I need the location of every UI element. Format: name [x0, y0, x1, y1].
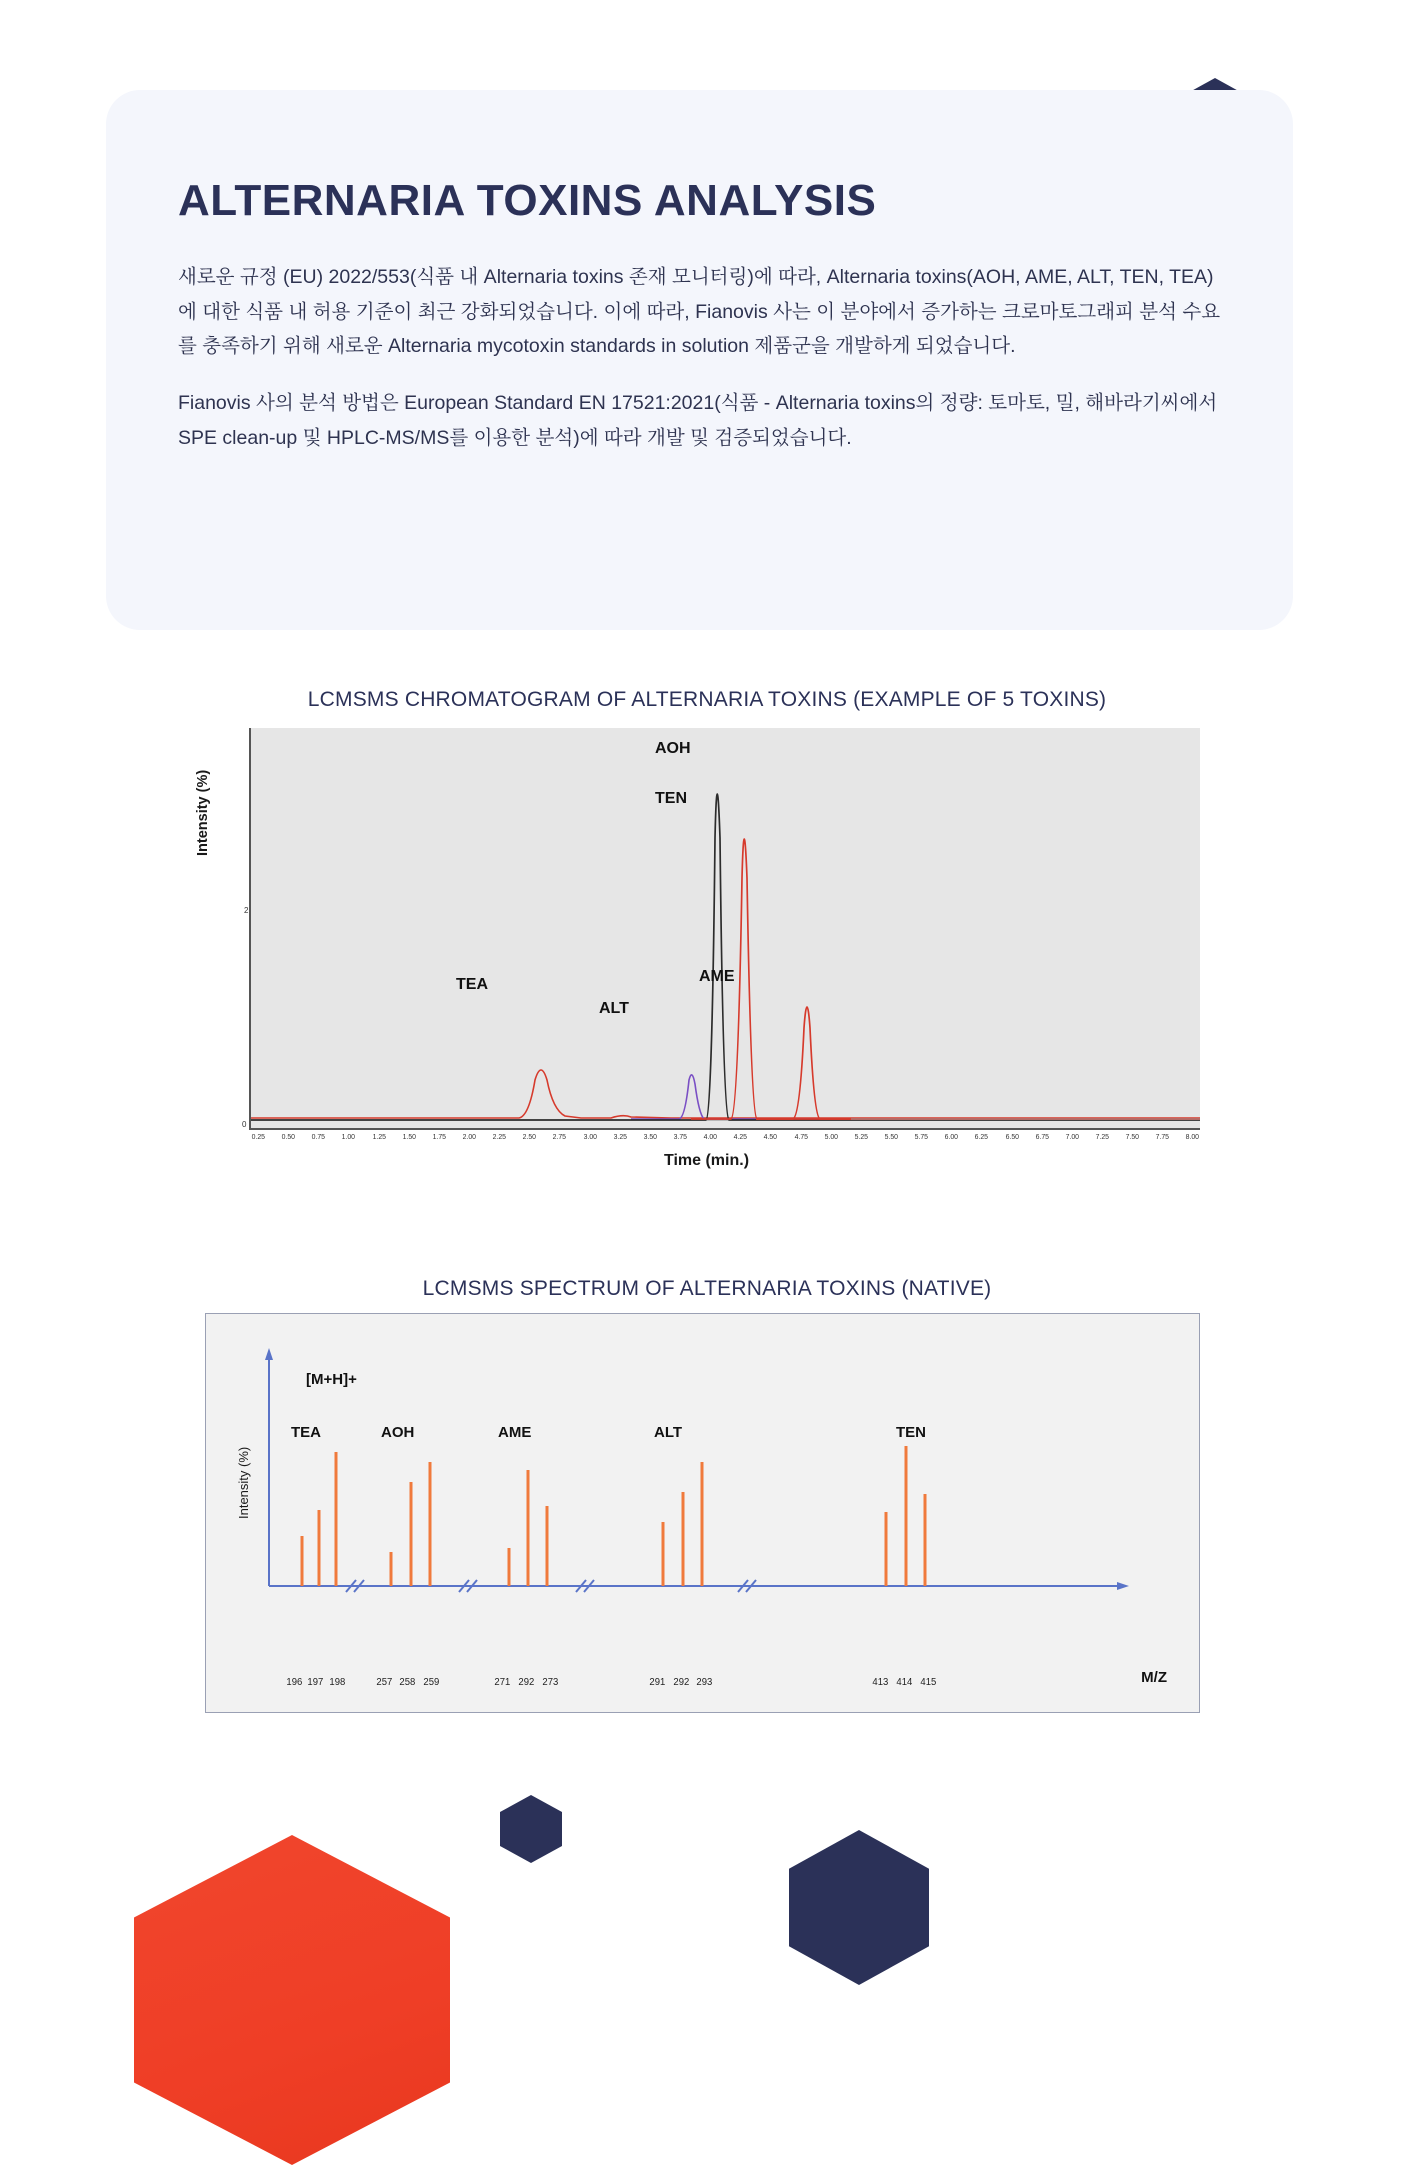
- x-tick: 1.75: [432, 1132, 446, 1141]
- spectrum-y-axis-label: Intensity (%): [236, 1446, 251, 1519]
- spectrum-x-axis-label: M/Z: [1141, 1669, 1167, 1686]
- x-tick: 5.25: [854, 1132, 868, 1141]
- spectrum-mz-tick: 273: [542, 1677, 559, 1688]
- x-tick: 3.75: [673, 1132, 687, 1141]
- x-tick: 6.50: [1005, 1132, 1019, 1141]
- spectrum-figure: [205, 1313, 1200, 1713]
- spectrum-mz-tick: 198: [329, 1677, 346, 1688]
- x-tick: 3.50: [643, 1132, 657, 1141]
- decorative-hexagon-orange: [134, 1835, 450, 2165]
- x-tick: 4.00: [703, 1132, 718, 1141]
- x-tick: 7.75: [1155, 1132, 1170, 1141]
- spectrum-mz-tick: 259: [423, 1677, 440, 1688]
- intro-card: [106, 90, 1293, 630]
- x-tick: 3.00: [583, 1132, 597, 1141]
- x-tick: 4.50: [763, 1132, 778, 1141]
- decorative-hexagon-bottom: [789, 1830, 929, 1985]
- x-tick: 2.25: [492, 1132, 507, 1141]
- x-tick: 2.50: [522, 1132, 537, 1141]
- chromatogram-x-axis-label: Time (min.): [663, 1152, 750, 1169]
- page-title: ALTERNARIA TOXINS ANALYSIS: [178, 176, 877, 225]
- x-tick: 1.50: [402, 1132, 416, 1141]
- intro-paragraph-2: Fianovis 사의 분석 방법은 European Standard EN 17521:2021(식품 - Alternaria toxins의 정량: 토마토, 밀, 해바라기씨에서 SPE clean-up 및 HPLC-MS/MS를 이용한 분석)에 따라 개발 및 검증되었습니다.: [178, 392, 1218, 449]
- spectrum-mz-tick: 292: [673, 1677, 690, 1688]
- chromatogram-traces: [251, 728, 1200, 1128]
- spectrum-group-label-ten: TEN: [896, 1424, 926, 1441]
- x-tick: 6.75: [1035, 1132, 1049, 1141]
- chromatogram-y-axis-label: Intensity (%): [195, 769, 211, 856]
- x-tick: 5.75: [914, 1132, 929, 1141]
- x-tick: 7.00: [1065, 1132, 1079, 1141]
- x-tick: 7.25: [1095, 1132, 1109, 1141]
- chromatogram-caption: LCMSMS CHROMATOGRAM OF ALTERNARIA TOXINS (EXAMPLE OF 5 TOXINS): [307, 688, 1107, 711]
- x-tick: 0.50: [281, 1132, 296, 1141]
- x-tick: 5.00: [824, 1132, 838, 1141]
- x-tick: 0.25: [251, 1132, 266, 1141]
- spectrum-mz-tick: 292: [518, 1677, 535, 1688]
- chromatogram-peak-label-ame: AME: [699, 968, 735, 985]
- spectrum-mz-tick: 197: [307, 1677, 324, 1688]
- chromatogram-y-tick-0: 0: [242, 1120, 247, 1129]
- x-tick: 1.00: [342, 1132, 356, 1141]
- x-tick: 7.50: [1125, 1132, 1140, 1141]
- chromatogram-plot-area: [249, 728, 1200, 1130]
- x-tick: 5.50: [884, 1132, 898, 1141]
- x-tick: 4.75: [794, 1132, 808, 1141]
- chromatogram-y-tick-2: 2: [244, 906, 249, 915]
- spectrum-ion-label: [M+H]+: [306, 1371, 357, 1388]
- chromatogram-figure: [195, 728, 1200, 1186]
- spectrum-mz-tick: 257: [376, 1677, 393, 1688]
- x-tick: 3.25: [613, 1132, 627, 1141]
- spectrum-mz-tick: 293: [696, 1677, 713, 1688]
- spectrum-mz-tick: 413: [872, 1677, 889, 1688]
- x-tick: 4.25: [733, 1132, 748, 1141]
- chromatogram-x-ticks: [251, 1132, 1200, 1141]
- decorative-hexagon-small: [500, 1795, 562, 1863]
- spectrum-mz-tick: 291: [649, 1677, 666, 1688]
- chromatogram-peak-label-alt: ALT: [599, 1000, 629, 1017]
- x-tick: 1.25: [372, 1132, 386, 1141]
- x-tick: 6.25: [974, 1132, 989, 1141]
- spectrum-group-label-alt: ALT: [654, 1424, 683, 1441]
- x-tick: 2.00: [462, 1132, 477, 1141]
- spectrum-group-label-aoh: AOH: [381, 1424, 415, 1441]
- spectrum-mz-tick: 196: [286, 1677, 303, 1688]
- spectrum-caption: LCMSMS SPECTRUM OF ALTERNARIA TOXINS (NATIVE): [422, 1277, 992, 1300]
- x-tick: 0.75: [311, 1132, 326, 1141]
- chromatogram-peak-label-ten: TEN: [655, 790, 687, 807]
- spectrum-mz-tick: 415: [920, 1677, 937, 1688]
- spectrum-group-label-tea: TEA: [291, 1424, 321, 1441]
- x-tick: 6.00: [944, 1132, 959, 1141]
- chromatogram-peak-label-aoh: AOH: [655, 740, 691, 757]
- chromatogram-peak-label-tea: TEA: [456, 976, 488, 993]
- spectrum-mz-tick: 414: [896, 1677, 913, 1688]
- x-tick: 8.00: [1185, 1132, 1200, 1141]
- spectrum-mz-tick: 271: [494, 1677, 511, 1688]
- x-tick: 2.75: [552, 1132, 567, 1141]
- spectrum-group-label-ame: AME: [498, 1424, 532, 1441]
- intro-paragraph-1: 새로운 규정 (EU) 2022/553(식품 내 Alternaria toxins 존재 모니터링)에 따라, Alternaria toxins(AOH, AME, ALT, TEN, TEA)에 대한 식품 내 허용 기준이 최근 강화되었습니다. 이에 따라, Fianovis 사는 이 분야에서 증가하는 크로마토그래피 분석 수요를 충족하기 위해 새로운 Alternaria mycotoxin standards in solution 제품군을 개발하게 되었습니다.: [178, 266, 1221, 358]
- spectrum-mz-tick: 258: [399, 1677, 416, 1688]
